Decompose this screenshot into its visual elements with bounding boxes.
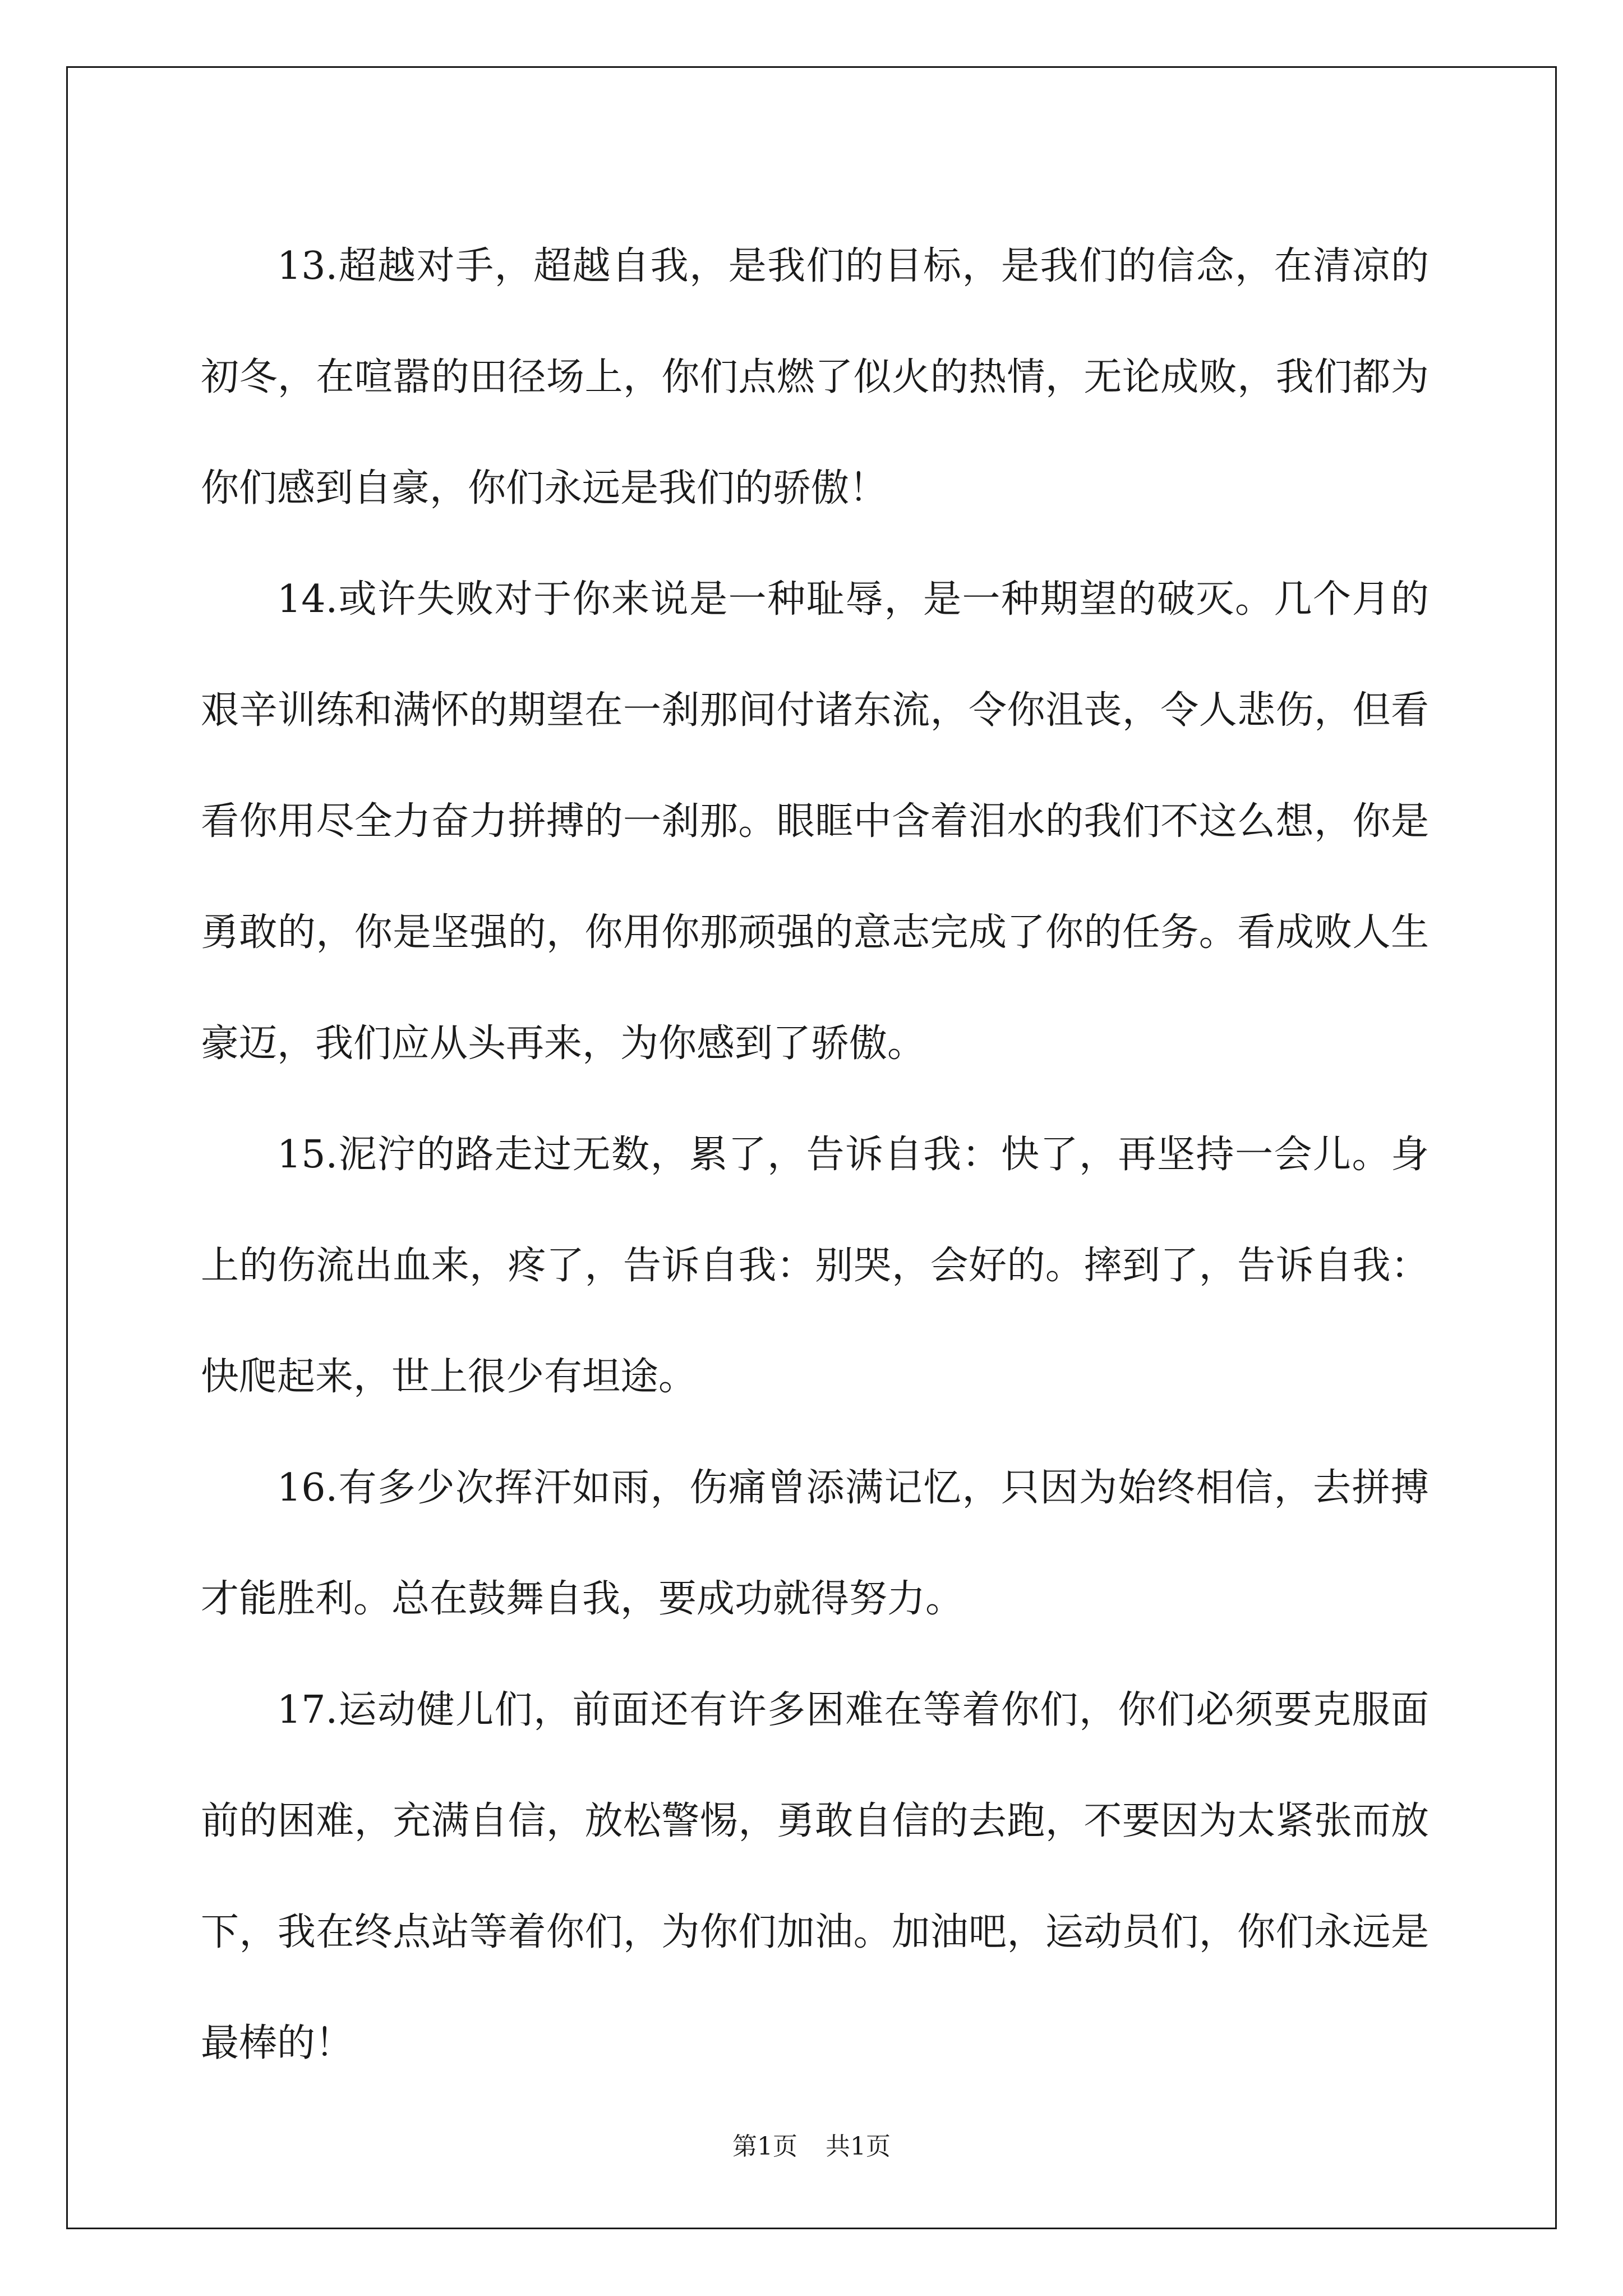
page-total: 共1页 [826,2132,891,2161]
paragraph-17: 17.运动健儿们，前面还有许多困难在等着你们，你们必须要克服面前的困难，充满自信，放松警惕，勇敢自信的去跑，不要因为太紧张而放下，我在终点站等着你们，为你们加油。加油吧，运动员们，你们永远是最棒的！ [201,1688,1429,2065]
paragraph-16: 16.有多少次挥汗如雨，伤痛曾添满记忆，只因为始终相信，去拼搏才能胜利。总在鼓舞自我，要成功就得努力。 [201,1466,1429,1621]
paragraph-15: 15.泥泞的路走过无数，累了，告诉自我：快了，再坚持一会儿。身上的伤流出血来，疼了，告诉自我：别哭，会好的。摔到了，告诉自我：快爬起来，世上很少有坦途。 [201,1133,1429,1399]
page-number: 第1页 [732,2132,797,2161]
document-body [201,211,1429,2099]
paragraph-13: 13.超越对手，超越自我，是我们的目标，是我们的信念，在清凉的初冬，在喧嚣的田径场上，你们点燃了似火的热情，无论成败，我们都为你们感到自豪，你们永远是我们的骄傲！ [201,244,1429,510]
page-footer [0,2126,1623,2162]
paragraph-14: 14.或许失败对于你来说是一种耻辱，是一种期望的破灭。几个月的艰辛训练和满怀的期望在一刹那间付诸东流，令你沮丧，令人悲伤，但看看你用尽全力奋力拼搏的一刹那。眼眶中含着泪水的我们不这么想，你是勇敢的，你是坚强的，你用你那顽强的意志完成了你的任务。看成败人生豪迈，我们应从头再来，为你感到了骄傲。 [201,577,1429,1066]
